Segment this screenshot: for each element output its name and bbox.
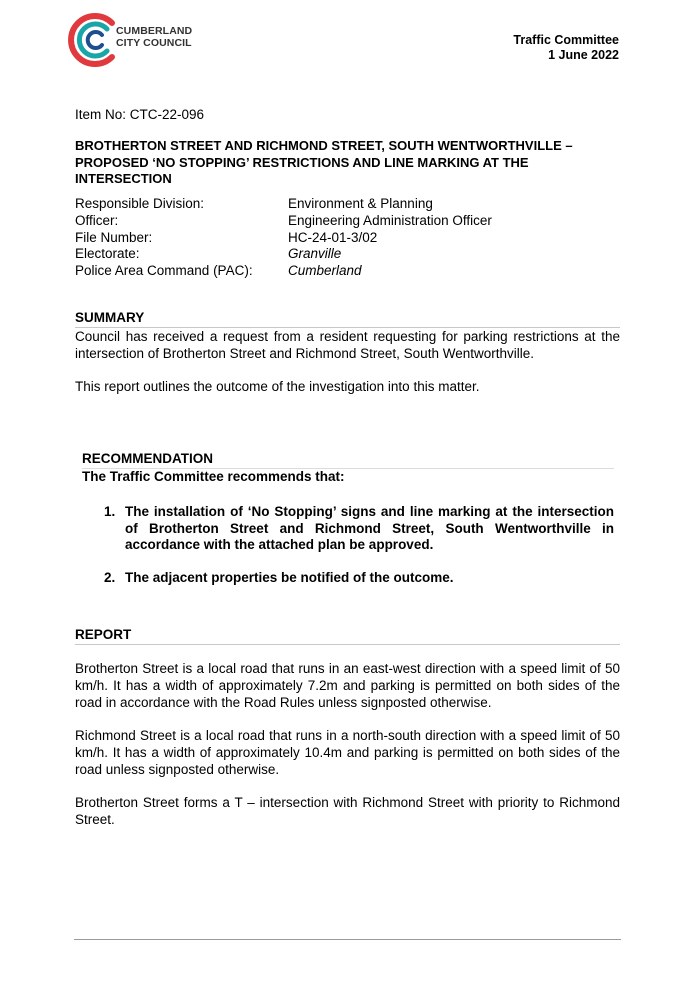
meta-label: File Number: [75, 229, 153, 245]
report-paragraph-1: Brotherton Street is a local road that runs in an east-west direction with a speed limit of 50 km/h. It has a width of approximately 7.2m and parking is permitted on both sides of the road in accordance with the Road Rules unless signposted otherwise. [75, 661, 620, 710]
meta-value: Granville [288, 246, 342, 262]
list-item-text: The installation of ‘No Stopping’ signs and line marking at the intersection of Brotherton Street and Richmond Street, South Wentworthville in accordance with the attached plan be approved. [125, 503, 614, 553]
meta-label: Police Area Command (PAC): [75, 263, 253, 279]
meta-row-division [75, 196, 492, 213]
meta-row-pac [75, 263, 492, 280]
meta-row-officer [75, 213, 492, 230]
list-item [104, 570, 614, 587]
committee-name: Traffic Committee [513, 33, 619, 47]
recommendation-box [82, 451, 614, 587]
meta-label: Responsible Division: [75, 196, 205, 211]
logo-line-1: CUMBERLAND [116, 25, 193, 37]
list-item-text: The adjacent properties be notified of the outcome. [125, 570, 454, 586]
list-item-number: 2. [104, 570, 116, 586]
meta-value: HC-24-01-3/02 [288, 229, 378, 245]
footer-divider [74, 939, 621, 940]
logo-line-2: CITY COUNCIL [116, 37, 192, 49]
item-number: Item No: CTC-22-096 [75, 107, 205, 122]
list-item-number: 1. [104, 503, 116, 519]
report-heading: REPORT [75, 627, 620, 645]
meta-value: Cumberland [288, 263, 362, 279]
meta-label: Electorate: [75, 246, 140, 262]
report-paragraph-2: Richmond Street is a local road that runs in a north-south direction with a speed limit of 50 km/h. It has a width of approximately 10.4m and parking is permitted on both sides of the road unless signposted otherwise. [75, 728, 620, 777]
meta-row-file-number [75, 230, 492, 247]
summary-paragraph-1: Council has received a request from a resident requesting for parking restrictions at the intersection of Brotherton Street and Richmond Street, South Wentworthville. [75, 329, 620, 361]
meeting-date: 1 June 2022 [548, 48, 619, 62]
meta-label: Officer: [75, 212, 119, 228]
recommendation-heading: RECOMMENDATION [82, 451, 614, 469]
council-logo-text [116, 25, 192, 49]
document-header [513, 33, 619, 63]
summary-paragraph-2: This report outlines the outcome of the investigation into this matter. [75, 379, 480, 394]
report-metadata [75, 196, 492, 280]
council-logo-mark-icon [67, 12, 123, 68]
meta-value: Environment & Planning [288, 196, 433, 211]
report-paragraph-3: Brotherton Street forms a T – intersection with Richmond Street with priority to Richmond Street. [75, 795, 620, 827]
meta-row-electorate [75, 246, 492, 263]
recommendation-list [104, 504, 614, 587]
meta-value: Engineering Administration Officer [288, 212, 492, 228]
recommendation-intro: The Traffic Committee recommends that: [82, 469, 345, 484]
list-item [104, 504, 614, 554]
council-logo [67, 12, 197, 68]
report-title: BROTHERTON STREET AND RICHMOND STREET, SOUTH WENTWORTHVILLE – PROPOSED ‘NO STOPPING’ RESTRICTIONS AND LINE MARKING AT THE INTERSECTION [75, 138, 573, 186]
summary-heading: SUMMARY [75, 310, 620, 328]
